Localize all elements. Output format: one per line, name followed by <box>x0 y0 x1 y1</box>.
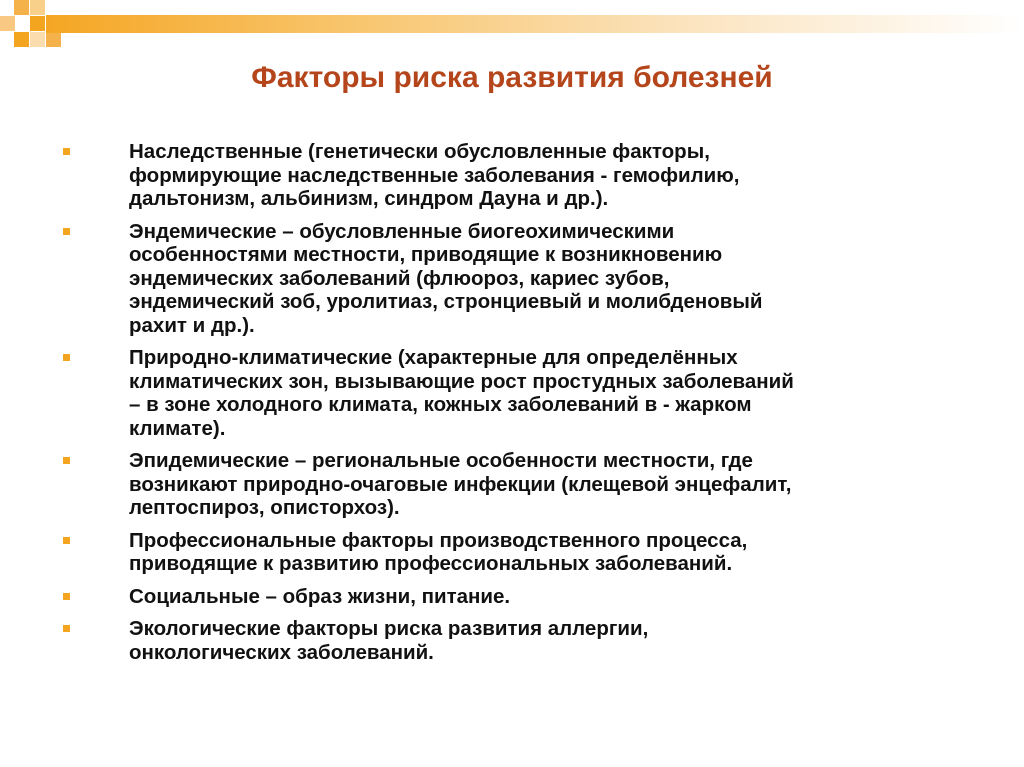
list-item <box>0 529 1024 576</box>
decor-square <box>0 16 15 31</box>
list-item-text: Эпидемические – региональные особенности местности, где возникают природно-очаговые инфекции (клещевой энцефалит, лептоспироз, описторхоз). <box>129 449 792 519</box>
list-item-text: Экологические факторы риска развития аллергии, онкологических заболеваний. <box>129 617 649 664</box>
list-item <box>0 449 1024 520</box>
decor-square <box>14 32 29 47</box>
header-gradient-bar <box>46 15 1024 33</box>
decor-square <box>30 32 45 47</box>
list-item <box>0 140 1024 211</box>
decor-square <box>46 32 61 47</box>
list-item-text: Профессиональные факторы производственного процесса, приводящие к развитию профессиональных заболеваний. <box>129 528 748 575</box>
decor-square <box>30 0 45 15</box>
list-item <box>0 617 1024 664</box>
list-item <box>0 220 1024 338</box>
bullet-icon <box>63 537 70 544</box>
bullet-icon <box>63 625 70 632</box>
bullet-icon <box>63 354 70 361</box>
list-item-text: Наследственные (генетически обусловленные факторы, формирующие наследственные заболевания - гемофилию, дальтонизм, альбинизм, синдром Дауна и др.). <box>129 140 740 210</box>
list-item-text: Природно-климатические (характерные для определённых климатических зон, вызывающие рост простудных заболеваний – в зоне холодного климата, кожных заболеваний в - жарком климате). <box>129 346 794 440</box>
list-item <box>0 585 1024 609</box>
decor-square <box>30 16 45 31</box>
decor-square <box>14 0 29 15</box>
bullet-icon <box>63 593 70 600</box>
bullet-icon <box>63 457 70 464</box>
bullet-list <box>0 140 1024 664</box>
list-item-text: Социальные – образ жизни, питание. <box>129 584 511 608</box>
slide-title: Факторы риска развития болезней <box>251 61 773 94</box>
list-item <box>0 346 1024 440</box>
list-item-text: Эндемические – обусловленные биогеохимическими особенностями местности, приводящие к возникновению эндемических заболеваний (флюороз, кариес зубов, эндемический зоб, уролитиаз, стронциевый и молибденовый рахит и др.). <box>129 219 763 337</box>
bullet-icon <box>63 148 70 155</box>
bullet-icon <box>63 228 70 235</box>
